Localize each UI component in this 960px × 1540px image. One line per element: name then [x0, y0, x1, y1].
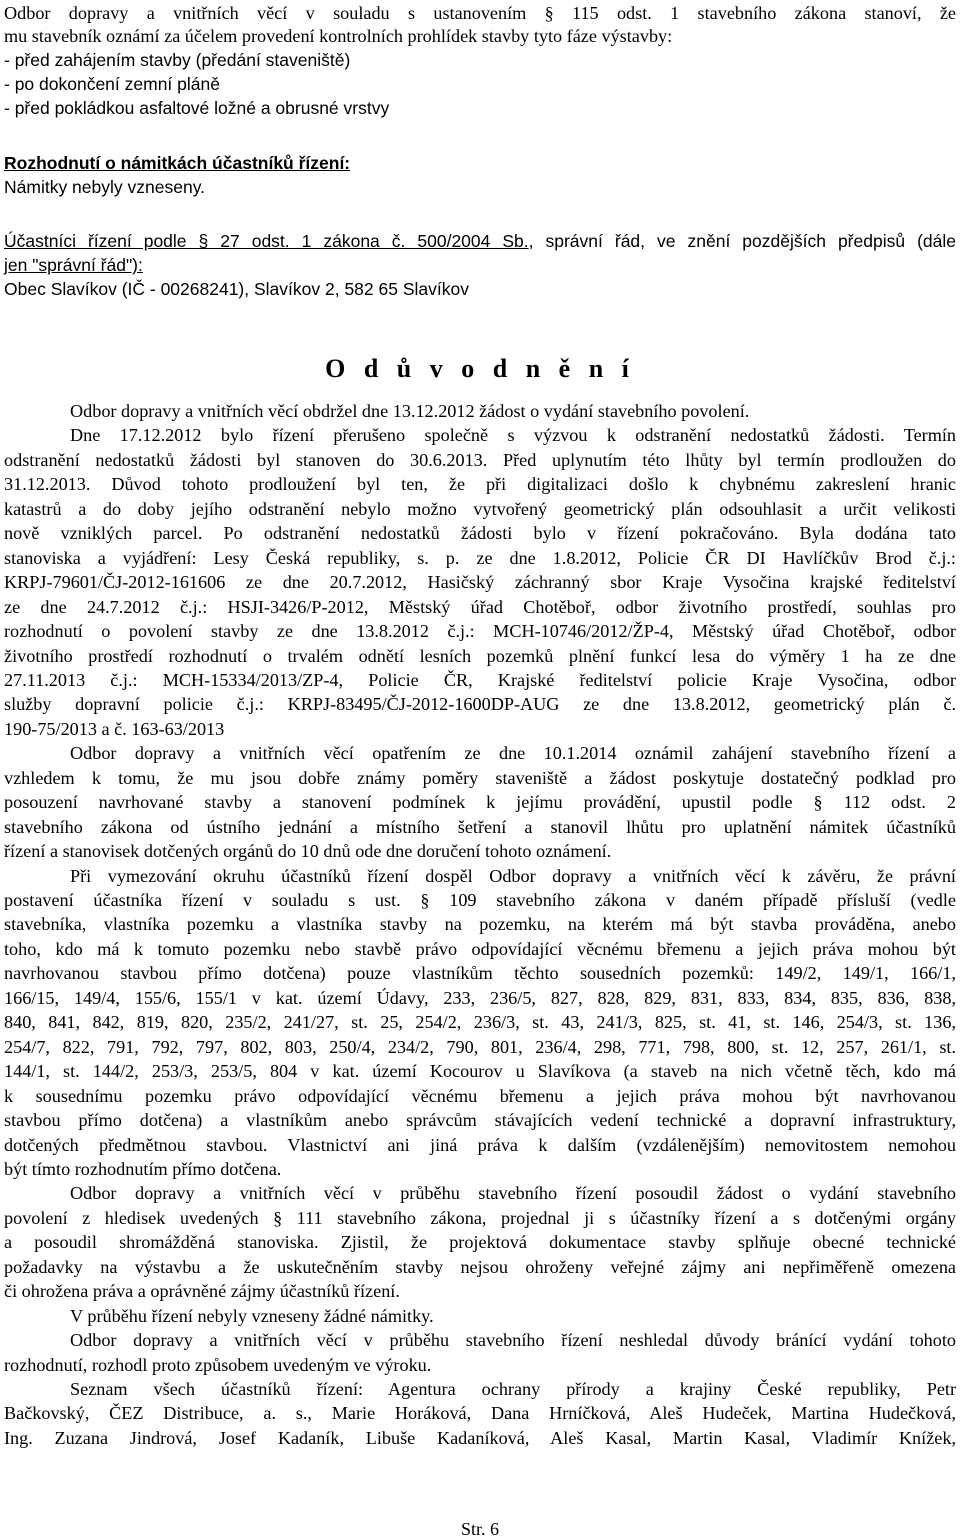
body-line: ze dne 24.7.2012 č.j.: HSJI-3426/P-2012, Městský úřad Chotěboř, odbor životního prostředí, souhlas pro [4, 596, 956, 617]
page-number: Str. 6 [460, 1519, 499, 1539]
body-line: KRPJ-79601/ČJ-2012-161606 ze dne 20.7.2012, Hasičský záchranný sbor Kraje Vysočina krajské ředitelství [4, 572, 956, 593]
body-line: služby dopravní policie č.j.: KRPJ-83495/ČJ-2012-1600DP-AUG ze dne 13.8.2012, geometrický plán č. [4, 694, 956, 715]
body-line: Odbor dopravy a vnitřních věcí v průběhu stavebního řízení neshledal důvody bránící vydání tohoto [70, 1330, 956, 1351]
body-line: stavebníka, vlastníka pozemku a vlastníka stavby na pozemku, na kterém má být stavba prováděna, anebo [4, 914, 956, 935]
intro-line-1: Odbor dopravy a vnitřních věcí v souladu s ustanovením § 115 odst. 1 stavebního zákona stanoví, že [4, 3, 956, 23]
phase-item: - před pokládkou asfaltové ložné a obrusné vrstvy [4, 98, 390, 118]
participants-link: Účastníci řízení podle § 27 odst. 1 zákona č. 500/2004 Sb. [4, 231, 529, 251]
body-line: být tímto rozhodnutím přímo dotčena. [4, 1158, 282, 1179]
body-line: stanoviska a vyjádření: Lesy Česká republiky, s. p. ze dne 1.8.2012, Policie ČR DI Havlíčkův Brod č.j.: [4, 547, 956, 568]
body-line: 144/1, st. 144/2, 253/3, 253/5, 804 v kat. území Kocourov u Slavíkova (a staveb na nich včetně těch, kdo má [4, 1061, 956, 1082]
body-line: postavení účastníka řízení v souladu s ust. § 109 stavebního zákona v daném případě přísluší (vedle [4, 890, 956, 910]
body-line: Odbor dopravy a vnitřních věcí v průběhu stavebního řízení posoudil žádost o vydání stavebního [70, 1183, 956, 1204]
intro-line-2: mu stavebník oznámí za účelem provedení kontrolních prohlídek stavby tyto fáze výstavby: [4, 26, 673, 46]
objections-heading: Rozhodnutí o námitkách účastníků řízení: [4, 153, 351, 173]
body-line: životního prostředí rozhodnutí o trvalém odnětí lesních pozemků plnění funkcí lesa do výměry 1 ha ze dne [4, 645, 956, 666]
participants-line-1 [4, 230, 956, 253]
body-line: vzhledem k tomu, že mu jsou dobře známy poměry staveniště a žádost poskytuje dostatečný podklad pro [4, 767, 956, 788]
body-line: a posoudil shromážděná stanoviska. Zjistil, že projektová dokumentace stavby splňuje obecné technické [4, 1232, 956, 1253]
body-line: 254/7, 822, 791, 792, 797, 802, 803, 250/4, 234/2, 790, 801, 236/4, 298, 771, 798, 800, st. 12, 257, 261/1, st. [4, 1036, 956, 1057]
body-line: Odbor dopravy a vnitřních věcí opatřením ze dne 10.1.2014 oznámil zahájení stavebního řízení a [70, 743, 956, 764]
body-line: požadavky na výstavbu a že uskutečněním stavby nejsou ohroženy veřejné zájmy ani nepřiměřeně omezena [4, 1256, 956, 1277]
body-line: dotčených předmětnou stavbou. Vlastnictví ani jiná práva k dalším (vzdálenějším) nemovitostem nemohou [4, 1134, 956, 1155]
body-line: 840, 841, 842, 819, 820, 235/2, 241/27, st. 25, 254/2, 236/3, st. 43, 241/3, 825, st. 41, st. 146, 254/3, st. 136, [4, 1012, 956, 1033]
body-line: Bačkovský, ČEZ Distribuce, a. s., Marie Horáková, Dana Hrníčková, Aleš Hudeček, Martina Hudečková, [4, 1403, 956, 1424]
body-line: či ohrožena práva a oprávněné zájmy účastníků řízení. [4, 1281, 400, 1302]
body-line: Dne 17.12.2012 bylo řízení přerušeno společně s výzvou k odstranění nedostatků žádosti. Termín [70, 425, 956, 446]
body-line: 190-75/2013 a č. 163-63/2013 [4, 718, 225, 739]
participants-line-3: Obec Slavíkov (IČ - 00268241), Slavíkov 2, 582 65 Slavíkov [4, 279, 469, 299]
body-line: V průběhu řízení nebyly vzneseny žádné námitky. [70, 1305, 434, 1326]
body-line: Odbor dopravy a vnitřních věcí obdržel dne 13.12.2012 žádost o vydání stavebního povolení. [70, 401, 750, 421]
participants-line-1-rest: , správní řád, ve znění pozdějších předpisů (dále [528, 231, 956, 251]
body-line: řízení a stanovisek dotčených orgánů do 10 dnů ode dne doručení tohoto oznámení. [4, 841, 612, 862]
body-line: odstranění nedostatků žádosti byl stanoven do 30.6.2013. Před uplynutím této lhůty byl termín prodloužen do [4, 449, 956, 470]
participants-line-2: jen "správní řád"): [4, 255, 143, 275]
body-line: rozhodnutí o povolení stavby ze dne 13.8.2012 č.j.: MCH-10746/2012/ŽP-4, Městský úřad Chotěboř, odbor [4, 621, 956, 641]
phase-item: - před zahájením stavby (předání staveniště) [4, 50, 351, 70]
body-line: rozhodnutí, rozhodl proto způsobem uvedeným ve výroku. [4, 1354, 432, 1375]
body-line: katastrů a do doby jejího odstranění nebylo možno vytvořený geometrický plán odsouhlasit a určit velikosti [4, 498, 956, 519]
body-line: navrhovanou stavbou přímo dotčena) pouze vlastníkům těchto sousedních pozemků: 149/2, 149/1, 166/1, [4, 963, 956, 984]
body-line: nově vzniklých parcel. Po odstranění nedostatků žádosti bylo v řízení pokračováno. Byla dodána tato [4, 523, 956, 544]
body-line: stavbou přímo dotčena) a vlastníkům anebo správcům stávajících vedení technické a dopravní infrastruktury, [4, 1110, 956, 1130]
body-line: stavebního zákona od ústního jednání a místního šetření a stanovil lhůtu pro uplatnění námitek účastníků [4, 816, 956, 837]
body-line: Seznam všech účastníků řízení: Agentura ochrany přírody a krajiny České republiky, Petr [70, 1379, 956, 1399]
objections-text: Námitky nebyly vzneseny. [4, 177, 206, 197]
body-line: k sousednímu pozemku právo odpovídající věcnému břemenu a jejich práva mohou být navrhovanou [4, 1085, 956, 1106]
body-line: Při vymezování okruhu účastníků řízení dospěl Odbor dopravy a vnitřních věcí k závěru, že právní [70, 865, 956, 886]
body-line: toho, kdo má k tomuto pozemku nebo stavbě právo odpovídající věcnému břemenu a jejich práva mohou být [4, 938, 956, 959]
body-line: Ing. Zuzana Jindrová, Josef Kadaník, Libuše Kadaníková, Aleš Kasal, Martin Kasal, Vladimír Knížek, [4, 1427, 956, 1448]
phase-item: - po dokončení zemní pláně [4, 74, 220, 94]
reasoning-heading: O d ů v o d n ě n í [325, 354, 635, 383]
body-line: 31.12.2013. Důvod tohoto prodloužení byl ten, že při digitalizaci došlo k chybnému zakreslení hranic [4, 474, 956, 495]
body-line: 166/15, 149/4, 155/6, 155/1 v kat. území Údavy, 233, 236/5, 827, 828, 829, 831, 833, 834, 835, 836, 838, [4, 987, 956, 1008]
body-line: posouzení navrhované stavby a stanovení podmínek k jejímu provádění, upustil podle § 112 odst. 2 [4, 792, 956, 813]
body-line: 27.11.2013 č.j.: MCH-15334/2013/ZP-4, Policie ČR, Krajské ředitelství policie Kraje Vysočina, odbor [4, 670, 956, 690]
body-line: povolení z hledisek uvedených § 111 stavebního zákona, projednal ji s účastníky řízení a s dotčenými orgány [4, 1207, 956, 1228]
